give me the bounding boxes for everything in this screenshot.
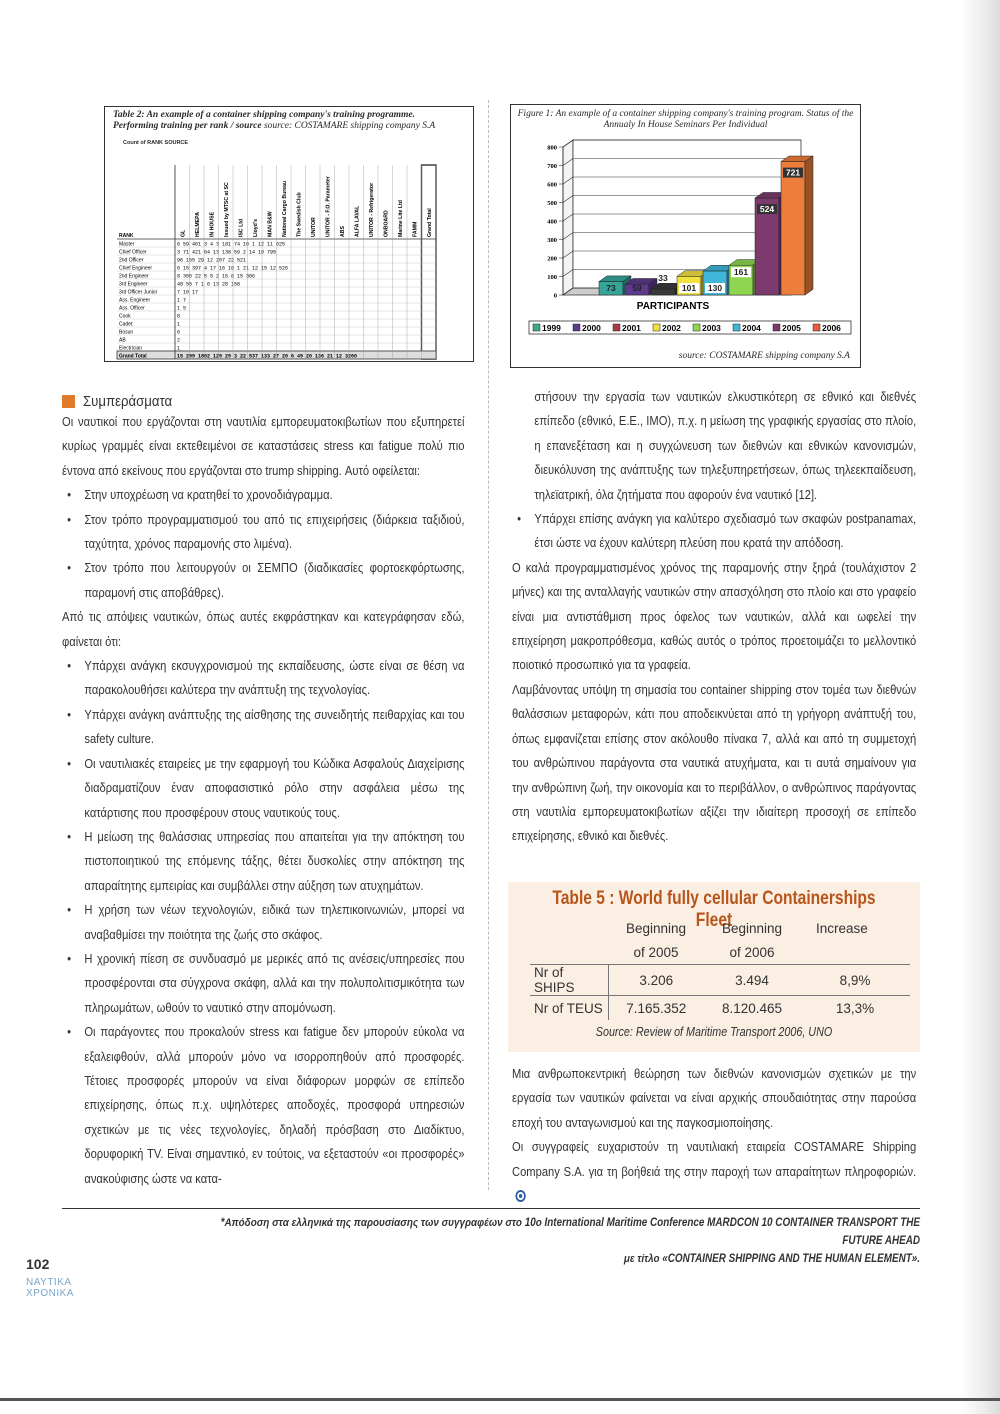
table2-row-label: 3rd Engineer [119,281,148,288]
list-item: • Η χρήση των νέων τεχνολογιών, ειδικά των τηλεπικοινωνιών, μπορεί να αναβαθμίσει την ποιότητα της ζωής στο σκάφος. [62,898,464,947]
list-item: • Στον τρόπο προγραμματισμού του από τις επιχειρήσεις (διάρκεια ταξιδιού, ταχύτητα, χρόνος παραμονής στο λιμένα). [62,508,464,557]
chart-legend-label: 2005 [782,323,801,333]
page-bottom-rule [0,1398,1000,1401]
chart-data-label: 130 [707,283,723,293]
list-item: • Υπάρχει ανάγκη ανάπτυξης της αίσθησης της συνειδητής πειθαρχίας και του safety culture. [62,703,464,752]
right-paragraph-1: στήσουν την εργασία των ναυτικών ελκυστικότερη σε εθνικό και διεθνές επίπεδο (εθνικό, Ε.Ε., IMO), π.χ. η μείωση της γραφικής εργασίας στο πλοίο, η επανεξέταση και η συγχώνευση των διεθνών και εθνικών κανονισμών, διευκόλυνση της ανάπτυξης των τηλεξυπηρετήσεων, όπως τηλεεκπαίδευση, τηλεϊατρική, όλα ζητήματα που αφορούν ένα ναυτικό [12]. [534,389,917,502]
table2-row-label: Ass. Engineer [119,297,151,304]
table2-row-cells: 1 [177,321,181,328]
chart-data-label: 33 [658,272,668,283]
list-item: • Στον τρόπο που λειτουργούν οι ΣΕΜΠΟ (διαδικασίες φορτοεκφόρτωσης, παραμονή στις αποβάθρες). [62,556,464,605]
chart-ytick-label: 400 [547,218,557,226]
table5-row-label: Nr of SHIPS [530,965,608,996]
chart-legend-label: 2001 [622,323,641,333]
footnote-line1: *Απόδοση στα ελληνικά της παρουσίασης των συγγραφέων στο 10ο International Maritime Conference MARDCON 10 CONTAINER TRANSPORT THE FUTURE AHEAD [220,1217,920,1247]
chart-legend-swatch [813,324,820,331]
chart-xlabel: PARTICIPANTS [636,301,710,312]
table5-row-label: Nr of TEUS [530,996,608,1021]
table2-rank-header: RANK [119,233,134,239]
chart-source: source: COSTAMARE shipping company S.A [678,351,850,361]
table2-column-header: GL [180,229,187,237]
table2-row-cells: 2 [177,337,181,344]
chart-svg [511,131,860,345]
chart-legend-swatch [613,324,620,331]
table2-row-label: Cadet [119,321,133,328]
chart-data-label: 721 [785,167,801,178]
table2-caption-line2: Performing training per rank / source [113,121,262,131]
table2-row-label: AB [119,337,126,344]
chart-data-label: 59 [632,283,642,293]
table2-column-header: ISC Ltd [238,218,245,237]
table2-subheader: Count of RANK SOURCE [123,140,189,146]
chart-legend-swatch [733,324,740,331]
table2-column-header: The Swedish Club [296,192,303,237]
table2-row-cells: 7 10 17 [177,289,199,296]
table5-cell: 3.206 [608,965,704,996]
table2-caption-source: source: COSTAMARE shipping company S.A [263,121,436,131]
table2-row-label: Ass. Officer [119,305,145,312]
table2-row-label: Chief Officer [119,249,147,256]
table2-row-cells: 96 155 29 12 207 22 521 [177,257,247,264]
table5-cell: 8,9% [800,965,910,996]
table2-row-label: Master [119,241,135,248]
table2-column-header: Issued by MTSC at SC [223,182,230,237]
table2-total-label: Grand Total [119,353,147,360]
right-paragraph-4: Μια ανθρωποκεντρική θεώρηση των διεθνών κανονισμών σχετικών με την εργασία των ναυτικών φαίνεται να είναι αρχικής σπουδαιότητας στην παρούσα εποχή του ανταγωνισμού και της παγκοσμιοποίησης. [512,1066,917,1130]
figure1-chart [510,104,861,368]
list-item: • Υπάρχει επίσης ανάγκη για καλύτερο σχεδιασμό των σκαφών postpanamax, έτσι ώστε να έχουν καλύτερη πλεύση που κρατά την απόδοση. [512,507,916,556]
table2-column-header: FAMM [412,221,419,237]
table2-row-cells: 1 7 [177,297,187,304]
table-row [530,940,910,965]
chart-legend-swatch [533,324,540,331]
table2-column-header: ABS [339,226,346,237]
section-heading [62,393,184,410]
page-edge-shadow [960,0,1000,1414]
table2-row-label: 2nd Officer [119,257,144,264]
table2-column-header: ALFA LAVAL [354,205,361,237]
table2-row-cells: 1 [177,345,181,352]
table-row [530,996,910,1021]
table2-column-header: Grand Total [426,208,433,237]
list-item: • Η χρονική πίεση σε συνδυασμό με μερικές από τις ανέσεις/υπηρεσίες που προσφέρονται στα σύγχρονα σκάφη, αλλά και την πολυπολιτισμικότητα των πληρωμάτων, ωθούν το ναυτικό στην απομόνωση. [62,947,464,1020]
chart-data-label: 524 [759,204,775,215]
chart-bar-side [805,156,813,295]
table5 [508,882,920,1052]
chart-legend-label: 2006 [822,323,841,333]
chart-ytick-label: 500 [547,200,557,207]
table2-row-label: Bosun [119,329,134,336]
chart-ytick-label: 100 [547,274,557,281]
footnote [215,1214,920,1268]
list-item: • Υπάρχει ανάγκη εκσυγχρονισμού της εκπαίδευσης, ώστε είναι σε θέση να παρακολουθήσει καλύτερα την ανάπτυξη της τεχνολογίας. [62,654,464,703]
end-mark-icon [515,1190,525,1202]
table2-column-header: ONBOARD [383,210,390,237]
left-bullet-list-2 [62,654,464,1191]
table5-col1-header-b: of 2005 [633,944,679,960]
table2-grid [117,165,467,360]
chart-legend-label: 2000 [582,323,601,333]
table2-row-cells: 8 306 22 5 5 2 15 8 15 386 [177,273,256,280]
table2-column-header: HELMEPA [194,212,201,237]
chart-legend-label: 1999 [542,323,561,333]
table2-row-cells: 8 [177,313,181,320]
table2-column-header: UNITOR [310,217,317,237]
left-column-text [62,410,464,1191]
table2-column-header: IN HOUSE [209,211,216,237]
right-paragraph-2: Ο καλά προγραμματισμένος χρόνος της παραμονής στην ξηρά (τουλάχιστον 2 μήνες) και της ανταλλαγής ναυτικών στην απασχόληση στο πλοίο και στο γραφείο είναι μια αντιστάθμιση προς όφελος των ναυτικών, αλλά και ωφελεί την επιχείρηση μακροπρόθεσμα, καθώς αυτός ο τρόπος προετοιμάζει το μελλοντικό ποιοτικό προσωπικό για τα γραφεία. [512,559,917,673]
table2-row-cells: 1 5 [177,305,187,312]
chart-legend-swatch [573,324,580,331]
list-item: • Στην υποχρέωση να κρατηθεί το χρονοδιάγραμμα. [62,483,464,507]
table2-figure [104,106,474,362]
left-paragraph-1: Οι ναυτικοί που εργάζονται στη ναυτιλία εμπορευματοκιβωτίων που εξυπηρετεί κυρίως γραμμές είναι εκτεθειμένοι σε καταστάσεις stress και fatigue πολύ πιο έντονα από εκείνους που εργάζονται στο trump shipping. Αυτό οφείλεται: [62,414,465,478]
list-item: • Οι ναυτιλιακές εταιρείες με την εφαρμογή του Κώδικα Ασφαλούς Διαχείρισης διαδραματίζουν έναν αποφασιστικό ρόλο στην ασφάλεια μέσω της κατάρτισης που προσφέρουν στους ναυτικούς τους. [62,752,464,825]
table2-row-cells: 3 71 421 64 13 138 59 2 14 10 795 [177,249,277,256]
table2-column-header: National Cargo Bureau [281,180,288,237]
table5-col3-header: Increase [816,920,868,936]
table2-column-header: UNITOR - Refrigerator [368,182,375,237]
table2-row-cells: 6 [177,329,181,336]
table5-col1-header-a: Beginning [625,920,687,936]
chart-ytick-label: 600 [547,181,557,189]
table2-column-header: Marine Lite Ltd [397,200,404,237]
table2-row-label: Electrician [119,345,143,352]
table2-column-header: MAN B&W [267,211,274,237]
table2-total-cells: 15 299 1802 129 29 3 22 537 133 27 20 6 49 20 136 21 12 3260 [177,353,358,360]
table2-caption-line1: Table 2: An example of a container shipping company's training programme. [113,110,416,120]
right-paragraph-3: Λαμβάνοντας υπόψη τη σημασία του container shipping στον τομέα των διεθνών θαλάσσιων μεταφορών, κάτι που αποδεικνύεται από τη γρήγορη ανάπτυξή του, όπως εμφανίζεται επίσης στον ακόλουθο πίνακα 7, αλλά και από τη συμμετοχή του ανθρώπινου παράγοντα στα ναυτικά ατυχήματα, και τι αυτά σημαίνουν για την ανθρώπινη ζωή, την οικονομία και το περιβάλλον, ο ανθρώπινος παράγοντας στη ναυτιλία εμπορευματοκιβωτίων αξίζει την ιδιαίτερη προσοχή σε επίπεδο επιχείρησης, εθνικό και διεθνές. [512,681,917,844]
table5-col2-header-b: of 2006 [729,944,775,960]
column-separator [488,100,489,1190]
chart-data-label: 101 [681,283,697,293]
page-number: 102 [26,1256,50,1272]
table5-cell: 8.120.465 [704,996,800,1021]
chart-legend-label: 2003 [702,323,721,333]
chart-ytick-label: 0 [553,292,557,300]
chart-ytick-label: 800 [547,144,557,152]
table5-grid [530,916,910,1020]
left-bullet-list-1 [62,483,464,605]
table2-column-header: Lloyd's [252,219,259,237]
table2-caption [105,107,473,132]
magazine-name-line1: ΝΑΥΤΙΚΑ [26,1277,72,1288]
chart-title: Figure 1: An example of a container shipping company's training program. Status of the Annualy In House Seminars Per Individual [517,109,854,130]
table-row [530,965,910,996]
table-row [530,916,910,940]
chart-legend-label: 2004 [742,323,761,333]
footnote-divider [62,1208,920,1209]
table5-title: Table 5 : World fully cellular Containerships Fleet [552,888,876,931]
table2-row-label: 2nd Engineer [119,273,149,280]
table5-cell: 3.494 [704,965,800,996]
list-item: • Οι παράγοντες που προκαλούν stress και fatigue δεν μπορούν εύκολα να εξαλειφθούν, αλλά μπορούν μόνο να ισορροπηθούν από προσφορές. Τέτοιες προσφορές μπορούν να είναι διάφορων μορφών σε επίπεδο επιχείρησης, όπως π.χ. υψηλότερες αποδοχές, προσφορά υπηρεσιών σχετικών με τις νέες τεχνολογίες, δηλαδή πρόσβαση στο Διαδίκτυο, δορυφορική TV. Είναι σημαντικό, εν τούτοις, να εξεταστούν «οι προσφορές» ανακούφισης ώστε να κατα- [62,1020,464,1191]
right-bullet-list [512,507,916,556]
table2-row-label: Chief Engineer [119,265,153,272]
magazine-name [26,1277,74,1299]
chart-data-label: 73 [606,283,616,293]
table2-column-header: UNITOR - F.O. Parameter [325,176,332,237]
left-paragraph-2: Από τις απόψεις ναυτικών, όπως αυτές εκφράστηκαν και κατεγράφησαν εδώ, φαίνεται ότι: [62,609,465,649]
right-paragraph-5-text: Οι συγγραφείς ευχαριστούν τη ναυτιλιακή εταιρεία COSTAMARE Shipping Company S.A. για τη βοήθειά της στην παροχή των απαραίτητων πληροφοριών. [512,1139,917,1179]
chart-ytick-label: 700 [547,163,557,170]
table2-row-label: 3rd Officer Junior [119,289,158,296]
chart-legend-swatch [653,324,660,331]
chart-bar [651,289,675,295]
chart-ytick-label: 300 [547,237,557,244]
footnote-line2: με τίτλο «CONTAINER SHIPPING AND THE HUMAN ELEMENT». [623,1253,920,1265]
right-column-text [512,385,916,849]
table5-cell: 7.165.352 [608,996,704,1021]
table5-col2-header-a: Beginning [721,920,783,936]
chart-data-label: 161 [733,267,749,278]
magazine-name-line2: ΧΡΟΝΙΚΑ [26,1288,74,1299]
chart-bar [781,162,805,295]
heading-square-icon [62,395,75,408]
table5-source: Source: Review of Maritime Transport 2006, UNO [595,1025,833,1039]
table2-row-label: Cook [119,313,131,320]
chart-legend-swatch [693,324,700,331]
list-item: • Η μείωση της θαλάσσιας υπηρεσίας που απαιτείται για την απόκτηση του πιστοποιητικού της επόμενης τάξης, θέτει δυσκολίες στην απόκτηση της απαραίτητης εμπειρίας και συμβάλλει στην αύξηση των ατυχημάτων. [62,825,464,898]
chart-legend-label: 2002 [662,323,681,333]
table5-cell: 13,3% [800,996,910,1021]
table2-row-cells: 48 55 7 1 6 13 28 158 [177,281,241,288]
chart-legend-swatch [773,324,780,331]
chart-ytick-label: 200 [547,255,557,263]
right-paragraph-5 [512,1135,916,1208]
right-column-text-bottom [512,1062,916,1208]
table2-row-cells: 6 15 397 4 17 16 10 1 21 12 15 12 526 [177,265,289,272]
table2-row-cells: 6 59 461 3 4 3 181 74 10 1 12 11 625 [177,241,286,248]
heading-text: Συμπεράσματα [83,393,173,410]
table2-total-column [422,165,437,359]
